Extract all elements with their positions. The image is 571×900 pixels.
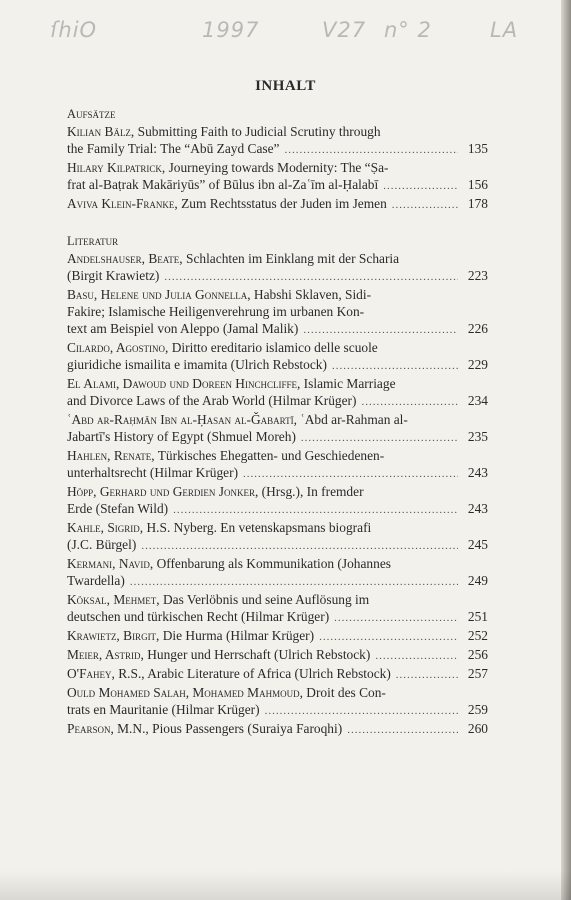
toc-entry xyxy=(67,720,488,739)
entry-text xyxy=(67,340,378,355)
dot-leader xyxy=(382,178,458,195)
page-number: 257 xyxy=(467,666,488,681)
entry-title-text: Jabartī's History of Egypt (Shmuel Moreh) xyxy=(67,429,296,444)
entry-author: Aviva Klein-Franke, xyxy=(67,196,178,211)
page-number: 243 xyxy=(467,501,488,516)
entry-line xyxy=(67,555,488,572)
entry-last-line xyxy=(67,572,488,591)
entry-title-text: Twardella) xyxy=(67,573,125,588)
dot-leader xyxy=(264,703,458,720)
entry-text xyxy=(67,520,371,535)
entry-line xyxy=(67,339,488,356)
entry-text xyxy=(67,685,386,700)
dot-leader xyxy=(395,667,458,684)
entry-title-text: the Family Trial: The “Abū Zayd Case” xyxy=(67,141,280,156)
entry-text xyxy=(67,665,391,682)
entry-author: Meier, Astrid, xyxy=(67,647,144,662)
entry-text xyxy=(67,646,371,663)
entry-text xyxy=(67,267,160,284)
entry-author: Hahlen, Renate, xyxy=(67,448,155,463)
page-number: 223 xyxy=(467,268,488,283)
dot-leader xyxy=(391,197,458,214)
entry-author: Ould Mohamed Salah, Mohamed Mahmoud, xyxy=(67,685,303,700)
toc-entry xyxy=(67,195,488,214)
entry-line xyxy=(67,483,488,500)
entry-line xyxy=(67,123,488,140)
entry-last-line xyxy=(67,392,488,411)
entry-text xyxy=(67,464,239,481)
entry-title-text: unterhaltsrecht (Hilmar Krüger) xyxy=(67,465,239,480)
toc-entry xyxy=(67,555,488,591)
toc-entry xyxy=(67,339,488,375)
entry-author: Kahle, Sigrid, xyxy=(67,520,144,535)
page-number: 235 xyxy=(467,429,488,444)
section-heading: Literatur xyxy=(67,234,119,248)
entry-text xyxy=(67,356,327,373)
entry-text xyxy=(67,572,125,589)
entry-text xyxy=(67,140,280,157)
toc-entry xyxy=(67,250,488,286)
page-number: 243 xyxy=(467,465,488,480)
dot-leader xyxy=(172,502,458,519)
toc-entry xyxy=(67,411,488,447)
toc-entry xyxy=(67,447,488,483)
entry-line xyxy=(67,303,488,320)
entry-last-line xyxy=(67,627,488,646)
entry-line xyxy=(67,159,488,176)
dot-leader xyxy=(129,574,458,591)
entry-author: O'Fahey, R.S., xyxy=(67,666,145,681)
toc-entry xyxy=(67,665,488,684)
entry-title-text: Zum Rechtsstatus der Juden im Jemen xyxy=(177,196,387,211)
section-heading: Aufsätze xyxy=(67,107,116,121)
entry-author: Cilardo, Agostino, xyxy=(67,340,169,355)
entry-line xyxy=(67,591,488,608)
entry-title-text: Erde (Stefan Wild) xyxy=(67,501,169,516)
entry-line xyxy=(67,411,488,428)
entry-text xyxy=(67,484,364,499)
entry-last-line xyxy=(67,195,488,214)
entry-author: Andelshauser, Beate, xyxy=(67,251,183,266)
page-number: 260 xyxy=(467,721,488,736)
entry-line xyxy=(67,375,488,392)
entry-last-line xyxy=(67,464,488,483)
entry-text xyxy=(67,412,408,427)
entry-title-text: (Birgit Krawietz) xyxy=(67,268,160,283)
page-number: 135 xyxy=(467,141,488,156)
toc-entry xyxy=(67,286,488,339)
entry-author: El Alami, Dawoud und Doreen Hinchcliffe, xyxy=(67,376,301,391)
entry-text xyxy=(67,500,169,517)
entry-last-line xyxy=(67,320,488,339)
entry-text xyxy=(67,376,396,391)
dot-leader xyxy=(140,538,458,555)
dot-leader xyxy=(283,142,458,159)
entry-author: ʿAbd ar-Raḥmān Ibn al-Ḥasan al-Ǧabartī, xyxy=(67,412,297,427)
entry-text xyxy=(67,448,384,463)
toc-entry xyxy=(67,123,488,159)
entry-last-line xyxy=(67,536,488,555)
entry-title-text: Schlachten im Einklang mit der Scharia xyxy=(182,251,400,266)
entry-title-text: (Hrsg.), In fremder xyxy=(258,484,364,499)
entry-title-text: Fakire; Islamische Heiligenverehrung im urbanen Kon- xyxy=(67,304,365,319)
toc-entry xyxy=(67,684,488,720)
handwritten-year: 1997 xyxy=(202,18,260,42)
entry-title-text: text am Beispiel von Aleppo (Jamal Malik) xyxy=(67,321,299,336)
entry-line xyxy=(67,286,488,303)
entry-last-line xyxy=(67,140,488,159)
scan-edge xyxy=(561,0,571,900)
toc-entry xyxy=(67,627,488,646)
handwritten-code: LA xyxy=(490,18,519,42)
entry-title-text: Islamic Marriage xyxy=(300,376,396,391)
entry-text xyxy=(67,320,299,337)
entry-text xyxy=(67,304,364,319)
handwritten-issue: n° 2 xyxy=(384,18,432,42)
entry-last-line xyxy=(67,646,488,665)
entry-text xyxy=(67,392,357,409)
entry-text xyxy=(67,195,387,212)
entry-title-text: Das Verlöbnis und seine Auflösung im xyxy=(159,592,370,607)
entry-line xyxy=(67,519,488,536)
entry-text xyxy=(67,536,137,553)
entry-text xyxy=(67,556,391,571)
dot-leader xyxy=(346,722,458,739)
dot-leader xyxy=(374,648,458,665)
entry-title-text: and Divorce Laws of the Arab World (Hilmar Krüger) xyxy=(67,393,357,408)
entry-last-line xyxy=(67,267,488,286)
page-number: 229 xyxy=(467,357,488,372)
page-number: 226 xyxy=(467,321,488,336)
entry-title-text: H.S. Nyberg. En vetenskapsmans biografi xyxy=(143,520,372,535)
entry-last-line xyxy=(67,428,488,447)
dot-leader xyxy=(163,269,458,286)
entry-title-text: ʿAbd ar-Rahman al- xyxy=(296,412,408,427)
entry-title-text: Türkisches Ehegatten- und Geschiedenen- xyxy=(154,448,385,463)
entry-title-text: Die Hurma (Hilmar Krüger) xyxy=(159,628,315,643)
entry-author: Hilary Kilpatrick, xyxy=(67,160,166,175)
entry-author: Kilian Bälz, xyxy=(67,124,135,139)
entry-last-line xyxy=(67,608,488,627)
entry-author: Köksal, Mehmet, xyxy=(67,592,160,607)
entry-text xyxy=(67,124,381,139)
entry-title-text: Arabic Literature of Africa (Ulrich Rebstock) xyxy=(144,666,391,681)
toc-entry xyxy=(67,591,488,627)
page-number: 178 xyxy=(467,196,488,211)
dot-leader xyxy=(242,466,458,483)
entry-title-text: Pious Passengers (Suraiya Faroqhi) xyxy=(148,721,343,736)
entry-line xyxy=(67,684,488,701)
page-number: 156 xyxy=(467,177,488,192)
entry-last-line xyxy=(67,720,488,739)
entry-last-line xyxy=(67,176,488,195)
entry-title-text: Journeying towards Modernity: The “Ṣa- xyxy=(165,160,389,175)
entry-last-line xyxy=(67,701,488,720)
entry-author: Pearson, M.N., xyxy=(67,721,149,736)
entry-text xyxy=(67,608,330,625)
entry-author: Höpp, Gerhard und Gerdien Jonker, xyxy=(67,484,259,499)
entry-text xyxy=(67,701,260,718)
entry-text xyxy=(67,287,371,302)
entry-title-text: Offenbarung als Kommunikation (Johannes xyxy=(153,556,391,571)
entry-title-text: Diritto ereditario islamico delle scuole xyxy=(168,340,378,355)
entry-line xyxy=(67,447,488,464)
entry-text xyxy=(67,160,388,175)
entry-title-text: Habshi Sklaven, Sidi- xyxy=(250,287,372,302)
entry-author: Krawietz, Birgit, xyxy=(67,628,160,643)
page-number: 259 xyxy=(467,702,488,717)
dot-leader xyxy=(333,610,458,627)
entry-text xyxy=(67,176,379,193)
scan-bottom-shadow xyxy=(0,870,571,900)
dot-leader xyxy=(300,430,458,447)
entry-title-text: Hunger und Herrschaft (Ulrich Rebstock) xyxy=(143,647,371,662)
dot-leader xyxy=(302,322,458,339)
page-number: 249 xyxy=(467,573,488,588)
page-number: 251 xyxy=(467,609,488,624)
entry-text xyxy=(67,720,343,737)
entry-title-text: deutschen und türkischen Recht (Hilmar Krüger) xyxy=(67,609,330,624)
entry-line xyxy=(67,250,488,267)
toc-entry xyxy=(67,646,488,665)
dot-leader xyxy=(360,394,458,411)
entry-last-line xyxy=(67,665,488,684)
entry-text xyxy=(67,592,369,607)
page-number: 234 xyxy=(467,393,488,408)
entry-last-line xyxy=(67,500,488,519)
page-number: 252 xyxy=(467,628,488,643)
toc-entry xyxy=(67,483,488,519)
entry-title-text: Droit des Con- xyxy=(302,685,386,700)
handwritten-volume: V27 xyxy=(322,18,367,42)
entry-title-text: trats en Mauritanie (Hilmar Krüger) xyxy=(67,702,260,717)
entry-text xyxy=(67,627,315,644)
entry-last-line xyxy=(67,356,488,375)
dot-leader xyxy=(331,358,458,375)
page-number: 256 xyxy=(467,647,488,662)
entry-title-text: giuridiche ismailita e imamita (Ulrich Rebstock) xyxy=(67,357,327,372)
table-of-contents xyxy=(67,106,488,739)
dot-leader xyxy=(318,629,458,646)
toc-entry xyxy=(67,159,488,195)
page-title: INHALT xyxy=(255,78,316,94)
entry-text xyxy=(67,251,399,266)
toc-entry xyxy=(67,375,488,411)
entry-title-text: (J.C. Bürgel) xyxy=(67,537,137,552)
entry-text xyxy=(67,428,296,445)
entry-author: Kermani, Navid, xyxy=(67,556,154,571)
entry-title-text: Submitting Faith to Judicial Scrutiny through xyxy=(134,124,381,139)
page-number: 245 xyxy=(467,537,488,552)
toc-entry xyxy=(67,519,488,555)
handwritten-note: ſhiO xyxy=(50,18,98,42)
entry-author: Basu, Helene und Julia Gonnella, xyxy=(67,287,251,302)
entry-title-text: frat al-Baṭrak Makāriyūs” of Būlus ibn al-Zaʿīm al-Ḥalabī xyxy=(67,177,379,192)
